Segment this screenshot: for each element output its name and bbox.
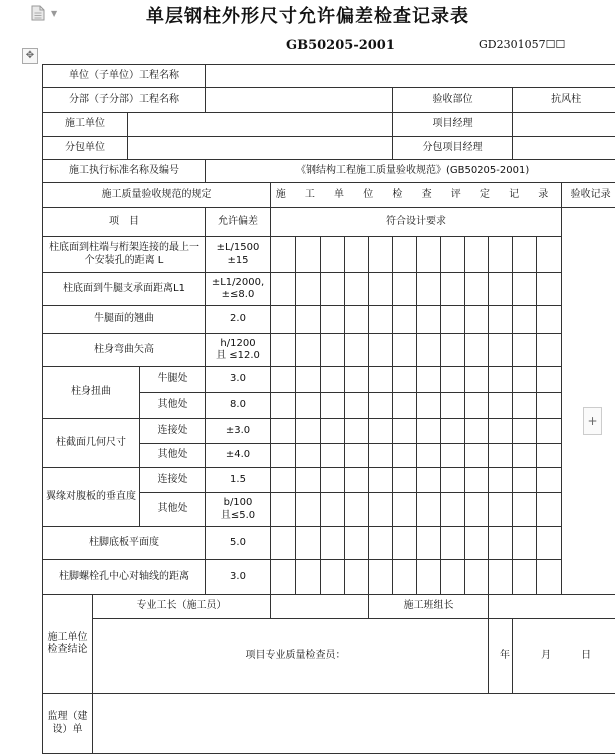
- item-name: 柱底面到柱端与桁架连接的最上一个安装孔的距离 L: [43, 237, 206, 273]
- item-name: 翼缘对腹板的垂直度: [43, 468, 140, 527]
- item-tolerance: h/1200 且 ≤12.0: [206, 334, 271, 367]
- item-label: 项 目: [43, 208, 206, 237]
- table-row: [43, 65, 615, 88]
- item-name: 柱截面几何尺寸: [43, 419, 140, 468]
- supervision-value[interactable]: [93, 694, 615, 754]
- unit-project-value[interactable]: [206, 65, 615, 88]
- tolerance-label: 允许偏差: [206, 208, 271, 237]
- project-manager-label: 项目经理: [393, 113, 513, 137]
- item-subname: 其他处: [140, 444, 206, 468]
- inspection-record-table: [42, 64, 615, 754]
- table-row: [43, 367, 615, 393]
- table-row: [43, 137, 615, 160]
- table-row: [43, 88, 615, 113]
- acceptance-part-label: 验收部位: [393, 88, 513, 113]
- table-row: [43, 208, 615, 237]
- item-name: 牛腿面的翘曲: [43, 306, 206, 334]
- item-tolerance: ±L1/2000, ±≤8.0: [206, 273, 271, 306]
- item-tolerance: 2.0: [206, 306, 271, 334]
- standard-label: 施工执行标准名称及编号: [43, 160, 206, 183]
- supervision-label: 监理（建设）单: [43, 694, 93, 754]
- subcontract-manager-label: 分包项目经理: [393, 137, 513, 160]
- table-row: [43, 306, 615, 334]
- acceptance-record-label: 验收记录: [562, 183, 615, 208]
- check-record-label: 施 工 单 位 检 查 评 定 记 录: [271, 183, 562, 208]
- date-month-day: [513, 619, 615, 694]
- table-row: [43, 619, 615, 694]
- item-tolerance: 5.0: [206, 527, 271, 560]
- project-manager-value[interactable]: [513, 113, 615, 137]
- table-row: [43, 183, 615, 208]
- subcontract-manager-value[interactable]: [513, 137, 615, 160]
- item-subname: 其他处: [140, 493, 206, 527]
- item-tolerance: ±4.0: [206, 444, 271, 468]
- construction-unit-value[interactable]: [128, 113, 393, 137]
- item-tolerance: b/100 且≤5.0: [206, 493, 271, 527]
- item-name: 柱身扭曲: [43, 367, 140, 419]
- plus-icon[interactable]: +: [583, 407, 602, 435]
- foreman-value[interactable]: [271, 595, 369, 619]
- table-row: [43, 694, 615, 754]
- meets-design-label: 符合设计要求: [271, 208, 562, 237]
- subcontract-unit-label: 分包单位: [43, 137, 128, 160]
- table-row: [43, 419, 615, 444]
- item-tolerance: 1.5: [206, 468, 271, 493]
- item-subname: 牛腿处: [140, 367, 206, 393]
- date-day: 日: [581, 650, 591, 661]
- item-tolerance: 8.0: [206, 393, 271, 419]
- sub-project-label: 分部（子分部）工程名称: [43, 88, 206, 113]
- item-name: 柱底面到牛腿支承面距离L1: [43, 273, 206, 306]
- acceptance-part-value[interactable]: 抗风柱: [513, 88, 615, 113]
- acceptance-record-cell[interactable]: [562, 208, 615, 595]
- table-row: [43, 560, 615, 595]
- item-tolerance: ±3.0: [206, 419, 271, 444]
- table-row: [43, 595, 615, 619]
- item-subname: 连接处: [140, 468, 206, 493]
- move-icon[interactable]: ✥: [22, 48, 38, 64]
- construction-check-label: 施工单位检查结论: [43, 595, 93, 694]
- table-row: [43, 334, 615, 367]
- item-name: 柱脚底板平面度: [43, 527, 206, 560]
- standard-value: 《钢结构工程施工质量验收规范》(GB50205-2001): [206, 160, 615, 183]
- inspector-label: 项目专业质量检查员：: [93, 619, 489, 694]
- item-tolerance: 3.0: [206, 560, 271, 595]
- table-row: [43, 273, 615, 306]
- item-subname: 其他处: [140, 393, 206, 419]
- standard-number: GB50205-2001: [286, 38, 395, 53]
- table-row: [43, 113, 615, 137]
- subcontract-unit-value[interactable]: [128, 137, 393, 160]
- date-year: 年: [489, 619, 513, 694]
- foreman-label: 专业工长（施工员）: [93, 595, 271, 619]
- table-row: [43, 468, 615, 493]
- team-leader-label: 施工班组长: [369, 595, 489, 619]
- date-month: 月: [541, 650, 551, 661]
- construction-unit-label: 施工单位: [43, 113, 128, 137]
- item-tolerance: 3.0: [206, 367, 271, 393]
- sub-project-value[interactable]: [206, 88, 393, 113]
- item-subname: 连接处: [140, 419, 206, 444]
- unit-project-label: 单位（子单位）工程名称: [43, 65, 206, 88]
- table-row: [43, 237, 615, 273]
- spec-label: 施工质量验收规范的规定: [43, 183, 271, 208]
- form-code: GD2301057☐☐: [479, 38, 565, 51]
- team-leader-value[interactable]: [489, 595, 615, 619]
- item-name: 柱脚螺栓孔中心对轴线的距离: [43, 560, 206, 595]
- item-name: 柱身弯曲矢高: [43, 334, 206, 367]
- item-tolerance: ±L/1500 ±15: [206, 237, 271, 273]
- table-row: [43, 527, 615, 560]
- page-title: 单层钢柱外形尺寸允许偏差检查记录表: [0, 2, 615, 28]
- table-row: [43, 160, 615, 183]
- dropdown-caret-icon[interactable]: ▼: [51, 9, 57, 18]
